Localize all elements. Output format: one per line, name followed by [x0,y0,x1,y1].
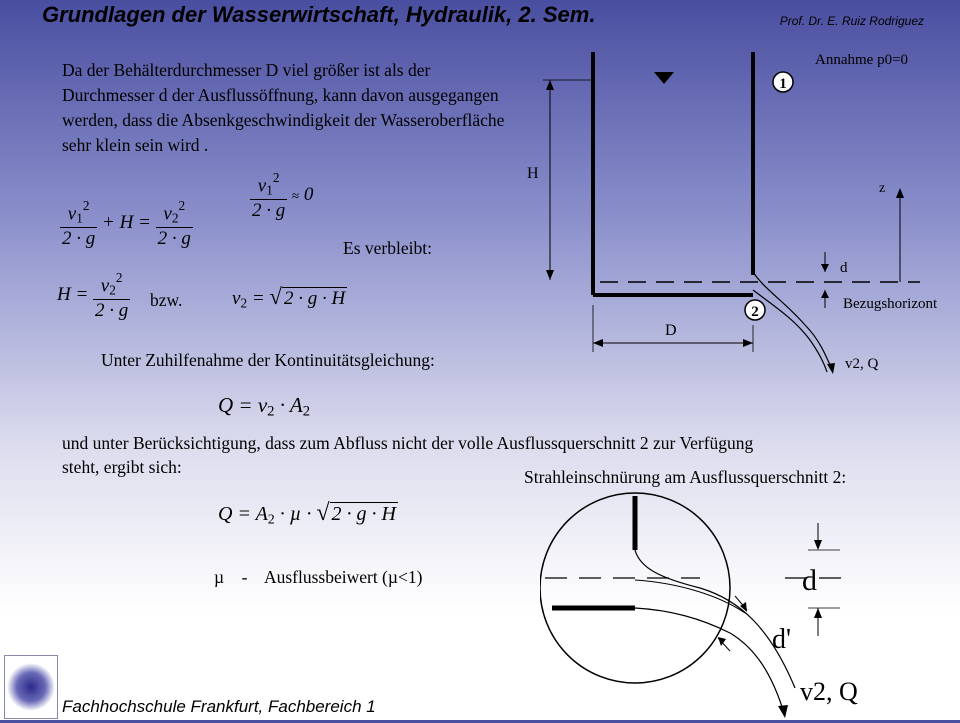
reference-label: Bezugshorizont [843,296,938,312]
streamline-upper [635,550,795,688]
bernoulli-equation: $\frac{v_1^2}{2 \cdot g}$ + H = $\frac{v_2^2}{2 \cdot g}$ [62,198,191,249]
contraction-diagram [540,488,955,720]
h-label: H [527,165,539,182]
bzw-label: bzw. [150,290,183,310]
contraction-title: Strahleinschnürung am Ausflussquerschnitt 2: [524,467,847,487]
continuity-label: Unter Zuhilfenahme der Kontinuitätsgleichung: [101,350,435,370]
d-detail-label: d [802,564,817,597]
point-2-label: 2 [751,304,759,320]
tank-diagram [515,40,955,380]
mu-definition: µ - Ausflussbeiwert (µ<1) [214,567,423,587]
point-1-label: 1 [779,76,787,92]
assumption-label: Annahme p0=0 [815,52,909,68]
continuity-equation: $Q = v_2 \cdot A_2$ [218,393,311,420]
logo-icon [5,656,57,718]
streamline-lower [635,608,785,716]
outflow-detail-label: v2, Q [800,677,858,706]
water-surface-icon [654,72,674,84]
jet-lower-streamline [753,290,827,372]
approx-equation: $\frac{v_1^2}{2 \cdot g}$ ≈ 0 [252,170,314,221]
velocity-equation: $v_2$ = √ 2 · g · H [232,284,346,311]
d-prime-label: d' [772,624,792,655]
outflow-label: v2, Q [845,356,879,372]
footer-institution: Fachhochschule Frankfurt, Fachbereich 1 [62,697,376,716]
university-logo [4,655,58,719]
height-equation: H = $\frac{v_2^2}{2 \cdot g}$ [57,270,129,321]
z-label: z [879,181,886,196]
slide-title: Grundlagen der Wasserwirtschaft, Hydraulik, 2. Sem. [42,2,596,27]
diameter-label: D [665,322,677,339]
discharge-equation: $Q = A_2 \cdot \mu$ · √ 2 · g · H [218,500,396,528]
author-name: Prof. Dr. E. Ruiz Rodriguez [779,14,924,28]
remaining-label: Es verbleibt: [343,238,432,258]
intro-paragraph: Da der Behälterdurchmesser D viel größer ist als der Durchmesser d der Ausflussöffnung, kann davon ausgegangen werden, dass die Absenkgeschwindigkeit der Wasseroberfläche sehr klein sein wird . [62,60,505,155]
d-label: d [840,260,848,276]
consideration-paragraph: und unter Berücksichtigung, dass zum Abfluss nicht der volle Ausflussquerschnitt 2 zur Verfügung steht, ergibt sich: [62,433,754,477]
